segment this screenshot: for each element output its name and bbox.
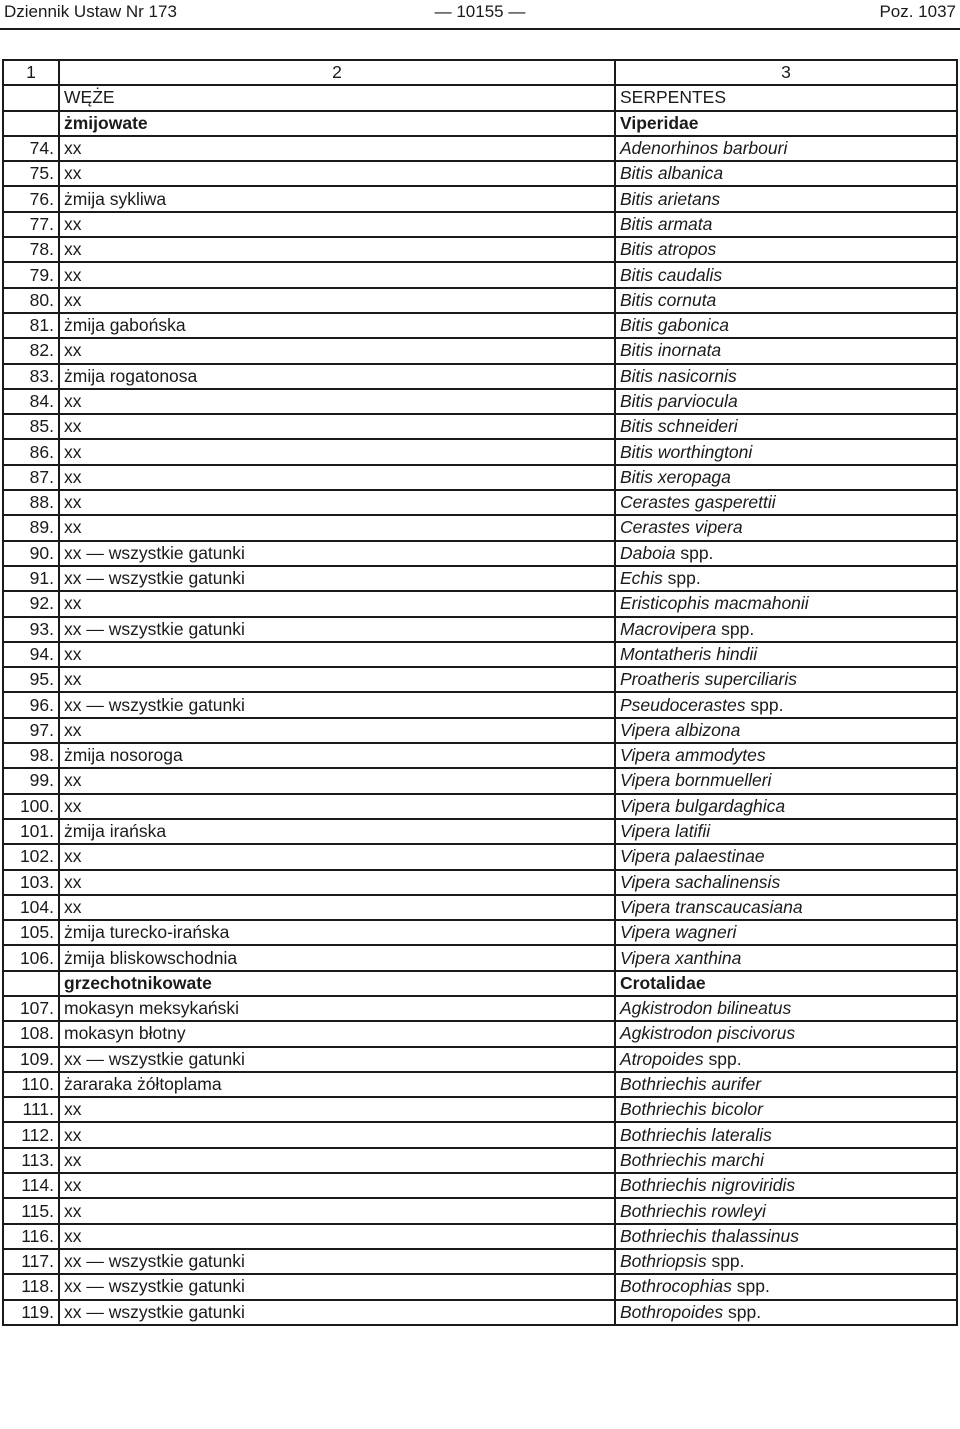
species-suffix: spp. — [723, 1301, 762, 1322]
table-row — [3, 515, 957, 540]
table-row — [3, 667, 957, 692]
table-row — [3, 920, 957, 945]
polish-name: xx — [59, 870, 615, 895]
polish-name: żmija turecko-irańska — [59, 920, 615, 945]
family-name-polish: grzechotnikowate — [59, 971, 615, 996]
latin-name-cell — [615, 1021, 957, 1046]
polish-name: żararaka żółtoplama — [59, 1072, 615, 1097]
species-suffix: spp. — [703, 1048, 742, 1069]
table-row — [3, 1097, 957, 1122]
polish-name: xx — [59, 288, 615, 313]
latin-name-cell — [615, 1047, 957, 1072]
column-number-2: 2 — [59, 60, 615, 85]
latin-name-cell — [615, 718, 957, 743]
row-number: 103. — [3, 870, 59, 895]
latin-name: Vipera latifii — [620, 821, 711, 842]
table-row — [3, 338, 957, 363]
polish-name: xx — [59, 136, 615, 161]
latin-name-cell — [615, 1274, 957, 1299]
latin-name: Bitis schneideri — [620, 416, 738, 437]
table-row — [3, 1122, 957, 1147]
latin-name: Agkistrodon bilineatus — [620, 998, 792, 1019]
latin-name-cell — [615, 667, 957, 692]
row-number: 77. — [3, 212, 59, 237]
polish-name: xx — wszystkie gatunki — [59, 692, 615, 717]
latin-name-cell — [615, 1300, 957, 1325]
row-number: 93. — [3, 617, 59, 642]
latin-name: Bothriechis rowleyi — [620, 1200, 766, 1221]
table-row — [3, 262, 957, 287]
row-number: 109. — [3, 1047, 59, 1072]
row-number: 90. — [3, 541, 59, 566]
species-suffix: spp. — [706, 1251, 745, 1272]
latin-name: Daboia — [620, 542, 676, 563]
column-header-row — [3, 60, 957, 85]
polish-name: xx — wszystkie gatunki — [59, 1300, 615, 1325]
row-number: 80. — [3, 288, 59, 313]
latin-name-cell — [615, 642, 957, 667]
latin-name: Bothrocophias — [620, 1276, 732, 1297]
table-row — [3, 389, 957, 414]
table-row — [3, 212, 957, 237]
latin-name-cell — [615, 262, 957, 287]
latin-name: Bitis xeropaga — [620, 466, 731, 487]
table-row — [3, 439, 957, 464]
table-row — [3, 313, 957, 338]
latin-name: Bothriechis bicolor — [620, 1099, 763, 1120]
latin-name: Bothriopsis — [620, 1251, 707, 1272]
row-number: 113. — [3, 1148, 59, 1173]
polish-name: xx — [59, 1122, 615, 1147]
latin-name-cell — [615, 186, 957, 211]
table-row — [3, 1274, 957, 1299]
table-row — [3, 1148, 957, 1173]
latin-name-cell — [615, 870, 957, 895]
polish-name: xx — wszystkie gatunki — [59, 1274, 615, 1299]
latin-name: Bothropoides — [620, 1301, 724, 1322]
row-number: 101. — [3, 819, 59, 844]
polish-name: xx — [59, 515, 615, 540]
row-number: 99. — [3, 768, 59, 793]
latin-name-cell — [615, 692, 957, 717]
latin-name-cell — [615, 1148, 957, 1173]
row-number: 114. — [3, 1173, 59, 1198]
latin-name: Bothriechis aurifer — [620, 1074, 762, 1095]
latin-name: Echis — [620, 568, 663, 589]
latin-name-cell — [615, 313, 957, 338]
table-row — [3, 566, 957, 591]
table-row — [3, 895, 957, 920]
polish-name: xx — [59, 718, 615, 743]
row-number: 105. — [3, 920, 59, 945]
table-row — [3, 1198, 957, 1223]
table-row — [3, 288, 957, 313]
latin-name: Bitis albanica — [620, 163, 724, 184]
table-row — [3, 718, 957, 743]
table-row — [3, 1021, 957, 1046]
table-row — [3, 541, 957, 566]
latin-name: Bothriechis thalassinus — [620, 1225, 799, 1246]
latin-name-cell — [615, 794, 957, 819]
latin-name: Bothriechis lateralis — [620, 1124, 772, 1145]
latin-name: Bitis worthingtoni — [620, 441, 753, 462]
polish-name: xx — [59, 1148, 615, 1173]
row-number: 89. — [3, 515, 59, 540]
row-number: 111. — [3, 1097, 59, 1122]
row-number: 110. — [3, 1072, 59, 1097]
species-suffix: spp. — [745, 694, 784, 715]
row-number: 86. — [3, 439, 59, 464]
latin-name-cell — [615, 414, 957, 439]
polish-name: xx — [59, 1173, 615, 1198]
column-number-3: 3 — [615, 60, 957, 85]
row-number: 100. — [3, 794, 59, 819]
latin-name-cell — [615, 541, 957, 566]
latin-name: Vipera albizona — [620, 719, 741, 740]
table-row — [3, 945, 957, 970]
latin-name-cell — [615, 743, 957, 768]
latin-name-cell — [615, 819, 957, 844]
latin-name-cell — [615, 465, 957, 490]
row-number: 75. — [3, 161, 59, 186]
table-row — [3, 465, 957, 490]
row-number: 117. — [3, 1249, 59, 1274]
order-number-cell — [3, 85, 59, 110]
table-row — [3, 1047, 957, 1072]
latin-name-cell — [615, 1122, 957, 1147]
row-number: 88. — [3, 490, 59, 515]
latin-name-cell — [615, 1173, 957, 1198]
polish-name: xx — [59, 338, 615, 363]
header-rule — [0, 28, 960, 30]
table-row — [3, 186, 957, 211]
table-row — [3, 1173, 957, 1198]
table-row — [3, 642, 957, 667]
latin-name: Vipera palaestinae — [620, 846, 765, 867]
row-number: 107. — [3, 996, 59, 1021]
latin-name-cell — [615, 212, 957, 237]
section-row — [3, 111, 957, 136]
latin-name: Adenorhinos barbouri — [620, 138, 788, 159]
latin-name-cell — [615, 945, 957, 970]
latin-name: Macrovipera — [620, 618, 717, 639]
polish-name: xx — [59, 1198, 615, 1223]
row-number: 78. — [3, 237, 59, 262]
page-number: — 10155 — — [434, 2, 526, 21]
table-row — [3, 768, 957, 793]
latin-name: Bitis cornuta — [620, 289, 717, 310]
row-number: 79. — [3, 262, 59, 287]
table-row — [3, 591, 957, 616]
row-number: 94. — [3, 642, 59, 667]
species-table-body — [3, 60, 957, 1325]
family-name-polish: żmijowate — [59, 111, 615, 136]
family-name-latin: Viperidae — [615, 111, 957, 136]
latin-name: Vipera ammodytes — [620, 745, 766, 766]
polish-name: xx — [59, 212, 615, 237]
species-suffix: spp. — [662, 568, 701, 589]
row-number: 119. — [3, 1300, 59, 1325]
latin-name: Vipera xanthina — [620, 947, 742, 968]
row-number: 104. — [3, 895, 59, 920]
table-row — [3, 136, 957, 161]
row-number: 97. — [3, 718, 59, 743]
table-row — [3, 161, 957, 186]
table-row — [3, 743, 957, 768]
table-row — [3, 692, 957, 717]
row-number: 84. — [3, 389, 59, 414]
species-suffix: spp. — [675, 542, 714, 563]
latin-name: Vipera wagneri — [620, 922, 737, 943]
polish-name: xx — wszystkie gatunki — [59, 566, 615, 591]
polish-name: xx — [59, 439, 615, 464]
polish-name: xx — [59, 237, 615, 262]
row-number: 106. — [3, 945, 59, 970]
latin-name-cell — [615, 1198, 957, 1223]
polish-name: xx — wszystkie gatunki — [59, 1249, 615, 1274]
row-number: 85. — [3, 414, 59, 439]
table-row — [3, 364, 957, 389]
latin-name: Montatheris hindii — [620, 643, 758, 664]
position-number: Poz. 1037 — [879, 2, 956, 21]
latin-name: Eristicophis macmahonii — [620, 593, 809, 614]
species-table — [2, 59, 958, 1326]
polish-name: mokasyn meksykański — [59, 996, 615, 1021]
polish-name: xx — [59, 1224, 615, 1249]
table-row — [3, 1072, 957, 1097]
latin-name: Vipera transcaucasiana — [620, 896, 803, 917]
latin-name-cell — [615, 389, 957, 414]
polish-name: żmija nosoroga — [59, 743, 615, 768]
polish-name: xx — [59, 591, 615, 616]
row-number: 82. — [3, 338, 59, 363]
polish-name: xx — [59, 414, 615, 439]
latin-name: Agkistrodon piscivorus — [620, 1023, 796, 1044]
latin-name: Bitis caudalis — [620, 264, 723, 285]
polish-name: xx — [59, 794, 615, 819]
polish-name: xx — [59, 667, 615, 692]
table-row — [3, 844, 957, 869]
latin-name-cell — [615, 1072, 957, 1097]
row-number: 96. — [3, 692, 59, 717]
latin-name: Bitis atropos — [620, 239, 717, 260]
polish-name: xx — [59, 262, 615, 287]
page-header — [0, 0, 960, 28]
latin-name: Vipera sachalinensis — [620, 871, 781, 892]
latin-name: Bitis nasicornis — [620, 365, 737, 386]
table-row — [3, 617, 957, 642]
polish-name: xx — wszystkie gatunki — [59, 617, 615, 642]
row-number: 81. — [3, 313, 59, 338]
section-row — [3, 971, 957, 996]
table-row — [3, 1249, 957, 1274]
polish-name: żmija irańska — [59, 819, 615, 844]
latin-name: Atropoides — [620, 1048, 704, 1069]
row-number: 92. — [3, 591, 59, 616]
latin-name: Cerastes vipera — [620, 517, 743, 538]
order-name-latin: SERPENTES — [615, 85, 957, 110]
column-number-1: 1 — [3, 60, 59, 85]
latin-name-cell — [615, 1097, 957, 1122]
row-number: 87. — [3, 465, 59, 490]
polish-name: mokasyn błotny — [59, 1021, 615, 1046]
polish-name: xx — [59, 389, 615, 414]
latin-name-cell — [615, 161, 957, 186]
latin-name: Cerastes gasperettii — [620, 492, 776, 513]
latin-name-cell — [615, 920, 957, 945]
table-row — [3, 1224, 957, 1249]
species-suffix: spp. — [716, 618, 755, 639]
polish-name: żmija bliskowschodnia — [59, 945, 615, 970]
polish-name: xx — [59, 768, 615, 793]
polish-name: xx — [59, 465, 615, 490]
latin-name: Bitis arietans — [620, 188, 721, 209]
latin-name: Bothriechis nigroviridis — [620, 1175, 796, 1196]
latin-name-cell — [615, 768, 957, 793]
row-number: 83. — [3, 364, 59, 389]
order-name-polish: WĘŻE — [59, 85, 615, 110]
table-row — [3, 414, 957, 439]
row-number: 98. — [3, 743, 59, 768]
table-row — [3, 996, 957, 1021]
polish-name: xx — wszystkie gatunki — [59, 1047, 615, 1072]
table-row — [3, 490, 957, 515]
table-row — [3, 819, 957, 844]
journal-title: Dziennik Ustaw Nr 173 — [4, 2, 177, 21]
polish-name: żmija sykliwa — [59, 186, 615, 211]
table-row — [3, 237, 957, 262]
latin-name: Pseudocerastes — [620, 694, 746, 715]
polish-name: xx — [59, 642, 615, 667]
latin-name-cell — [615, 364, 957, 389]
polish-name: żmija gabońska — [59, 313, 615, 338]
order-row — [3, 85, 957, 110]
latin-name-cell — [615, 591, 957, 616]
row-number: 76. — [3, 186, 59, 211]
latin-name-cell — [615, 617, 957, 642]
latin-name: Bitis armata — [620, 213, 713, 234]
section-number-cell — [3, 971, 59, 996]
family-name-latin: Crotalidae — [615, 971, 957, 996]
row-number: 108. — [3, 1021, 59, 1046]
row-number: 115. — [3, 1198, 59, 1223]
latin-name-cell — [615, 490, 957, 515]
polish-name: xx — wszystkie gatunki — [59, 541, 615, 566]
section-number-cell — [3, 111, 59, 136]
row-number: 91. — [3, 566, 59, 591]
polish-name: xx — [59, 844, 615, 869]
latin-name-cell — [615, 1249, 957, 1274]
latin-name-cell — [615, 237, 957, 262]
latin-name-cell — [615, 515, 957, 540]
polish-name: żmija rogatonosa — [59, 364, 615, 389]
latin-name: Vipera bornmuelleri — [620, 770, 772, 791]
latin-name-cell — [615, 895, 957, 920]
latin-name-cell — [615, 566, 957, 591]
table-row — [3, 870, 957, 895]
latin-name: Bitis parviocula — [620, 391, 738, 411]
latin-name-cell — [615, 996, 957, 1021]
polish-name: xx — [59, 161, 615, 186]
row-number: 118. — [3, 1274, 59, 1299]
table-row — [3, 1300, 957, 1325]
latin-name-cell — [615, 439, 957, 464]
row-number: 102. — [3, 844, 59, 869]
latin-name-cell — [615, 288, 957, 313]
latin-name-cell — [615, 1224, 957, 1249]
latin-name: Vipera bulgardaghica — [620, 795, 786, 816]
table-row — [3, 794, 957, 819]
row-number: 95. — [3, 667, 59, 692]
latin-name-cell — [615, 844, 957, 869]
latin-name: Bitis inornata — [620, 340, 722, 361]
latin-name-cell — [615, 338, 957, 363]
latin-name: Bothriechis marchi — [620, 1149, 764, 1170]
polish-name: xx — [59, 490, 615, 515]
species-suffix: spp. — [731, 1276, 770, 1297]
polish-name: xx — [59, 1097, 615, 1122]
latin-name: Proatheris superciliaris — [620, 669, 798, 690]
latin-name: Bitis gabonica — [620, 315, 729, 336]
row-number: 116. — [3, 1224, 59, 1249]
row-number: 74. — [3, 136, 59, 161]
polish-name: xx — [59, 895, 615, 920]
latin-name-cell — [615, 136, 957, 161]
row-number: 112. — [3, 1122, 59, 1147]
